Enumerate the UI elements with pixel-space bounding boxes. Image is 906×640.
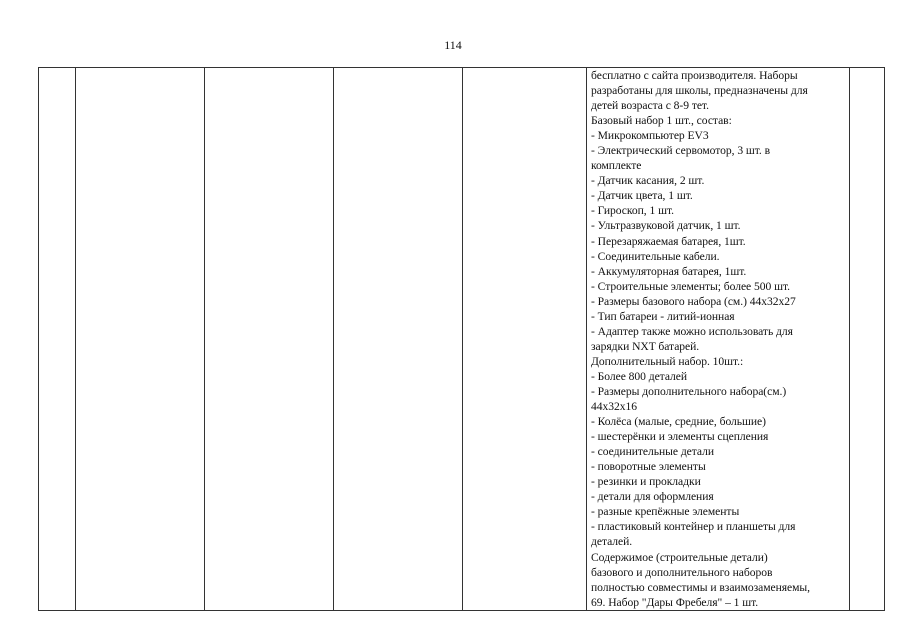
specification-table	[38, 67, 885, 611]
description-line: - соединительные детали	[591, 445, 715, 459]
description-line: - Электрический сервомотор, 3 шт. в	[591, 144, 771, 158]
description-line: бесплатно с сайта производителя. Наборы	[591, 69, 798, 82]
description-line: - Датчик цвета, 1 шт.	[591, 189, 693, 203]
description-line: Базовый набор 1 шт., состав:	[591, 114, 732, 128]
description-line: - Соединительные кабели.	[591, 249, 720, 263]
table-row	[39, 68, 885, 611]
table-cell-empty	[850, 68, 885, 611]
description-line: - пластиковый контейнер и планшеты для	[591, 520, 796, 534]
table-cell-description	[587, 68, 850, 611]
description-line: разработаны для школы, предназначены для	[591, 84, 808, 98]
description-line: полностью совместимы и взаимозаменяемы,	[591, 580, 811, 594]
description-line: - резинки и прокладки	[591, 475, 701, 489]
description-line: Дополнительный набор. 10шт.:	[591, 354, 744, 368]
description-line: - Размеры дополнительного набора(см.)	[591, 384, 787, 398]
description-line: детей возраста с 8-9 тет.	[591, 99, 709, 113]
description-line: комплекте	[591, 159, 642, 173]
description-line: базового и дополнительного наборов	[591, 565, 773, 579]
description-line: - шестерёнки и элементы сцепления	[591, 430, 769, 444]
page-number: 114	[444, 38, 462, 52]
table-cell-empty	[334, 68, 463, 611]
table-cell-number	[39, 68, 76, 611]
description-line: - Строительные элементы; более 500 шт.	[591, 279, 790, 293]
description-line: - Перезаряжаемая батарея, 1шт.	[591, 234, 746, 248]
description-line: деталей.	[591, 535, 633, 549]
description-line: - Микрокомпьютер EV3	[591, 129, 709, 143]
description-line: - Размеры базового набора (см.) 44x32x27	[591, 294, 796, 308]
description-line: 69. Набор "Дары Фребеля" – 1 шт.	[591, 595, 759, 609]
description-line: - Гироскоп, 1 шт.	[591, 204, 674, 218]
description-line: - детали для оформления	[591, 490, 714, 504]
table-cell-empty	[463, 68, 587, 611]
table-cell-empty	[76, 68, 205, 611]
description-line: 44x32x16	[591, 400, 637, 414]
description-line: - Датчик касания, 2 шт.	[591, 174, 705, 188]
description-line: - Колёса (малые, средние, большие)	[591, 415, 766, 429]
description-line: - Аккумуляторная батарея, 1шт.	[591, 264, 747, 278]
description-line: - Более 800 деталей	[591, 369, 688, 383]
description-line: - Адаптер также можно использовать для	[591, 324, 793, 338]
description-line: - Ультразвуковой датчик, 1 шт.	[591, 219, 741, 233]
description-line: - Тип батареи - литий-ионная	[591, 309, 735, 323]
description-line: - поворотные элементы	[591, 460, 706, 474]
table-cell-empty	[205, 68, 334, 611]
description-line: зарядки NXT батарей.	[591, 339, 700, 353]
description-line: - разные крепёжные элементы	[591, 505, 740, 519]
description-line: Содержимое (строительные детали)	[591, 550, 768, 564]
